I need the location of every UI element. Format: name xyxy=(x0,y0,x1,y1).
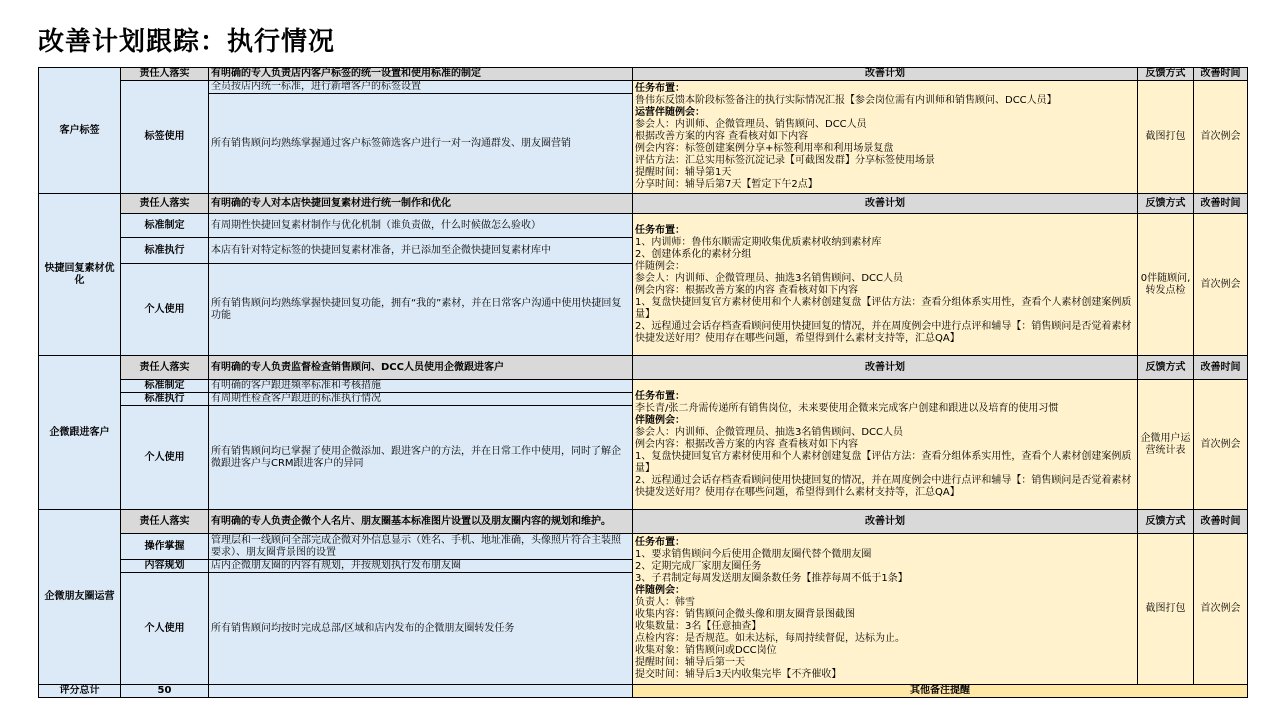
category-quick-reply: 快捷回复素材优化 xyxy=(39,194,121,356)
plan-line: 1、要求销售顾问今后使用企微朋友圈代替个微朋友圈 xyxy=(635,549,872,560)
plan-line: 任务布置： xyxy=(635,224,685,236)
plan-line: 收集内容：销售顾问企微头像和朋友圈背景图截图 xyxy=(635,609,855,620)
section-1-row-a xyxy=(39,81,1248,94)
section-2-header-row xyxy=(39,194,1248,214)
plan-line: 任务布置： xyxy=(635,390,685,402)
feedback-header: 反馈方式 xyxy=(1138,356,1194,380)
plan-line: 例会内容：根据改善方案的内容 查看核对如下内容 xyxy=(635,284,859,296)
sub-label: 标签使用 xyxy=(121,81,209,194)
plan-line: 提醒时间：辅导第1天 xyxy=(635,167,732,178)
plan-header: 改善计划 xyxy=(633,510,1138,534)
plan-line: 伴随例会： xyxy=(635,414,685,426)
plan-line: 参会人：内训师、企微管理员、销售顾问、DCC人员 xyxy=(635,119,867,130)
plan-header: 改善计划 xyxy=(633,356,1138,380)
plan-line: 收集数量：3名【任意抽查】 xyxy=(635,621,762,632)
time-cell: 首次例会 xyxy=(1194,534,1248,685)
plan-line: 参会人：内训师、企微管理员、抽选3名销售顾问、DCC人员 xyxy=(635,426,904,438)
plan-line: 例会内容：标签创建案例分享+标签利用率和利用场景复盘 xyxy=(635,143,894,154)
section-2-row xyxy=(39,214,1248,238)
owner-text: 有明确的专人负责监督检查销售顾问、DCC人员使用企微跟进客户 xyxy=(209,356,633,380)
plan-line: 1、内训师：鲁伟东顺需定期收集优质素材收纳到素材库 xyxy=(635,236,882,248)
sub-desc: 所有销售顾问均已掌握了使用企微添加、跟进客户的方法，并在日常工作中使用，同时了解企微跟进客户与CRM跟进客户的异同 xyxy=(209,406,633,510)
feedback-cell: 截图打包 xyxy=(1138,534,1194,685)
plan-line: 参会人：内训师、企微管理员、抽选3名销售顾问、DCC人员 xyxy=(635,272,904,284)
sub-desc: 本店有针对特定标签的快捷回复素材准备，并已添加至企微快捷回复素材库中 xyxy=(209,238,633,264)
sub-desc: 有明确的客户跟进频率标准和考核措施 xyxy=(209,380,633,393)
time-header: 改善时间 xyxy=(1194,68,1248,81)
category-customer-tag: 客户标签 xyxy=(39,68,121,194)
plan-line: 2、定期完成厂家朋友圈任务 xyxy=(635,561,762,572)
plan-line: 任务布置： xyxy=(635,537,685,548)
plan-line: 2、远程通过会话存档查看顾问使用快捷回复的情况，并在周度例会中进行点评和辅导【：销售顾问是否觉着素材快捷发送好用？使用存在哪些问题，希望得到什么素材支持等，汇总QA】 xyxy=(635,474,1132,498)
sub-desc: 店内企微朋友圈的内容有规划，并按规划执行发布朋友圈 xyxy=(209,560,633,573)
feedback-header: 反馈方式 xyxy=(1138,68,1194,81)
sub-desc: 所有销售顾问均按时完成总部/区域和店内发布的企微朋友圈转发任务 xyxy=(209,573,633,685)
total-score-value: 50 xyxy=(121,685,209,698)
sub-desc: 有周期性快捷回复素材制作与优化机制（谁负责做，什么时候做怎么验收） xyxy=(209,214,633,238)
plan-line: 分享时间：辅导后第7天【暂定下午2点】 xyxy=(635,179,818,190)
plan-line: 1、复盘快捷回复官方素材使用和个人素材创建复盘【评估方法：查看分组体系实用性，查看个人素材创建案例质量】 xyxy=(635,296,1132,320)
section-4-row xyxy=(39,534,1248,560)
sub-label: 标准执行 xyxy=(121,238,209,264)
plan-line: 评估方法：汇总实用标签沉淀记录【可截图发群】分享标签使用场景 xyxy=(635,155,935,166)
owner-text: 有明确的专人负责企微个人名片、朋友圈基本标准图片设置以及朋友圈内容的规划和维护。 xyxy=(209,510,633,534)
plan-cell xyxy=(633,380,1138,510)
owner-text: 有明确的专人负责店内客户标签的统一设置和使用标准的制定 xyxy=(209,68,633,81)
sub-label: 操作掌握 xyxy=(121,534,209,560)
plan-header: 改善计划 xyxy=(633,194,1138,214)
plan-line: 任务布置： xyxy=(635,83,685,94)
footer-row xyxy=(39,685,1248,698)
section-3-row xyxy=(39,380,1248,393)
feedback-cell: 0伴随顾问,转发点检 xyxy=(1138,214,1194,356)
plan-line: 提交时间：辅导后3天内收集完毕【不齐催收】 xyxy=(635,669,842,680)
plan-line: 根据改善方案的内容 查看核对如下内容 xyxy=(635,131,809,142)
plan-header: 改善计划 xyxy=(633,68,1138,81)
plan-line: 收集对象：销售顾问或DCC岗位 xyxy=(635,645,777,656)
sub-desc: 所有销售顾问均熟练掌握通过客户标签筛选客户进行一对一沟通群发、朋友圈营销 xyxy=(209,94,633,194)
other-notes-label: 其他备注提醒 xyxy=(633,685,1248,698)
plan-line: 提醒时间：辅导后第一天 xyxy=(635,657,745,668)
feedback-cell: 企微用户运营统计表 xyxy=(1138,380,1194,510)
total-score-label: 评分总计 xyxy=(39,685,121,698)
section-3-header-row xyxy=(39,356,1248,380)
plan-line: 2、创建体系化的素材分组 xyxy=(635,248,752,260)
plan-line: 伴随例会： xyxy=(635,260,685,272)
plan-line: 李长青/张二舟需传递所有销售岗位，未来要使用企微来完成客户创建和跟进以及培育的使用习惯 xyxy=(635,402,1059,414)
feedback-header: 反馈方式 xyxy=(1138,510,1194,534)
time-header: 改善时间 xyxy=(1194,194,1248,214)
time-header: 改善时间 xyxy=(1194,356,1248,380)
owner-text: 有明确的专人对本店快捷回复素材进行统一制作和优化 xyxy=(209,194,633,214)
sub-label: 标准制定 xyxy=(121,214,209,238)
sub-label: 标准执行 xyxy=(121,393,209,406)
plan-line: 3、子君制定每周发送朋友圈条数任务【推荐每周不低于1条】 xyxy=(635,573,908,584)
sub-desc: 有周期性检查客户跟进的标准执行情况 xyxy=(209,393,633,406)
sub-label: 内容规划 xyxy=(121,560,209,573)
sub-label: 个人使用 xyxy=(121,573,209,685)
owner-label: 责任人落实 xyxy=(121,510,209,534)
sub-label: 个人使用 xyxy=(121,406,209,510)
sub-desc: 全员按店内统一标准，进行新增客户的标签设置 xyxy=(209,81,633,94)
owner-label: 责任人落实 xyxy=(121,68,209,81)
feedback-header: 反馈方式 xyxy=(1138,194,1194,214)
sub-label: 标准制定 xyxy=(121,380,209,393)
plan-line: 伴随例会： xyxy=(635,585,685,596)
plan-cell xyxy=(633,214,1138,356)
category-wecom-moments: 企微朋友圈运营 xyxy=(39,510,121,685)
improvement-plan-table xyxy=(38,67,1248,698)
sub-desc: 所有销售顾问均熟练掌握快捷回复功能，拥有“我的”素材，并在日常客户沟通中使用快捷回复功能 xyxy=(209,264,633,356)
plan-line: 运营伴随例会： xyxy=(635,107,705,118)
time-cell: 首次例会 xyxy=(1194,380,1248,510)
owner-label: 责任人落实 xyxy=(121,356,209,380)
plan-line: 例会内容：根据改善方案的内容 查看核对如下内容 xyxy=(635,438,859,450)
plan-line: 1、复盘快捷回复官方素材使用和个人素材创建复盘【评估方法：查看分组体系实用性，查看个人素材创建案例质量】 xyxy=(635,450,1132,474)
plan-line: 点检内容：是否规范。如未达标，每周持续督促，达标为止。 xyxy=(635,633,905,644)
plan-line: 鲁伟东反馈本阶段标签备注的执行实际情况汇报【参会岗位需有内训师和销售顾问、DCC人员】 xyxy=(635,95,1057,106)
footer-empty xyxy=(209,685,633,698)
section-1-header-row xyxy=(39,68,1248,81)
sub-desc: 管理层和一线顾问全部完成企微对外信息显示（姓名、手机、地址准确，头像照片符合主装照要求）、朋友圈背景图的设置 xyxy=(209,534,633,560)
plan-line: 负责人：韩雪 xyxy=(635,597,695,608)
section-4-header-row xyxy=(39,510,1248,534)
feedback-cell: 截图打包 xyxy=(1138,81,1194,194)
plan-cell xyxy=(633,534,1138,685)
time-header: 改善时间 xyxy=(1194,510,1248,534)
plan-line: 2、远程通过会话存档查看顾问使用快捷回复的情况，并在周度例会中进行点评和辅导【：销售顾问是否觉着素材快捷发送好用？使用存在哪些问题，希望得到什么素材支持等，汇总QA】 xyxy=(635,320,1132,344)
time-cell: 首次例会 xyxy=(1194,214,1248,356)
plan-cell xyxy=(633,81,1138,194)
time-cell: 首次例会 xyxy=(1194,81,1248,194)
owner-label: 责任人落实 xyxy=(121,194,209,214)
page-title: 改善计划跟踪：执行情况 xyxy=(38,27,336,57)
sub-label: 个人使用 xyxy=(121,264,209,356)
category-wecom-followup: 企微跟进客户 xyxy=(39,356,121,510)
